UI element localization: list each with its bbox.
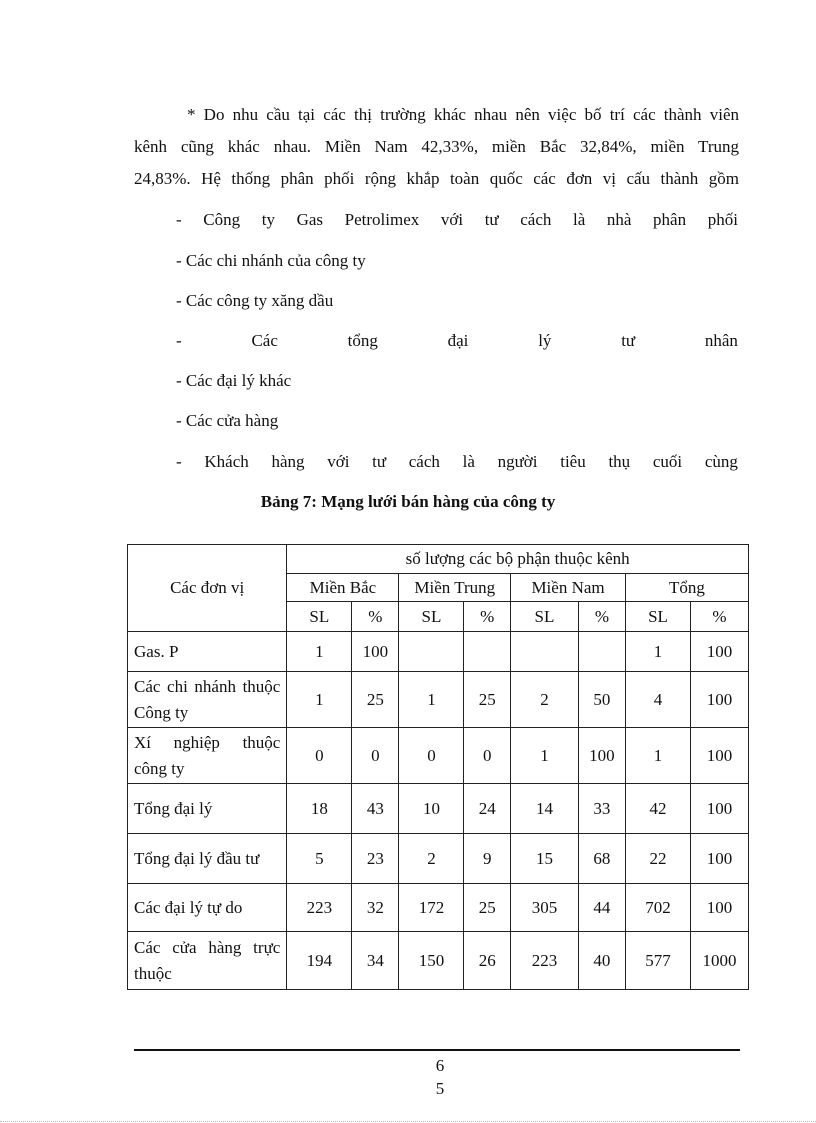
region-header: Miền Bắc	[287, 574, 399, 602]
table-cell: 50	[578, 672, 625, 728]
bullet-word: là	[572, 210, 586, 229]
table-cell: 4	[626, 672, 691, 728]
sub-header: SL	[511, 602, 579, 632]
table-row	[128, 834, 749, 884]
sub-header: %	[464, 602, 511, 632]
table-row	[128, 932, 749, 990]
table-cell: 23	[352, 834, 399, 884]
sub-header: %	[690, 602, 748, 632]
bullet-word: nhà	[606, 210, 632, 229]
bullet-word: Các	[251, 331, 278, 350]
sub-header: %	[352, 602, 399, 632]
sub-header: SL	[626, 602, 691, 632]
table-cell: 194	[287, 932, 352, 990]
sub-header: %	[578, 602, 625, 632]
bullet-word: cuối	[652, 452, 683, 471]
table-cell: 305	[511, 884, 579, 932]
bullet-word: là	[462, 452, 475, 471]
table-cell: 24	[464, 784, 511, 834]
table-row	[128, 784, 749, 834]
bullet-word: với	[327, 452, 350, 471]
unit-header: Các đơn vị	[128, 545, 287, 632]
bullet-word: với	[440, 210, 464, 229]
table-cell: 68	[578, 834, 625, 884]
bullet-word: cách	[520, 210, 552, 229]
paragraph-line: * Do nhu cầu tại các thị trường khác nhau nên việc bố trí các thành viên	[187, 105, 739, 124]
bullet-word: tư	[484, 210, 499, 229]
bullet-word: lý	[538, 331, 552, 350]
table-cell: 32	[352, 884, 399, 932]
bullet-word: -	[176, 452, 182, 471]
table-row	[128, 728, 749, 784]
bullet-word: ty	[261, 210, 275, 229]
table-title: Bảng 7: Mạng lưới bán hàng của công ty	[260, 492, 556, 511]
table-cell: 2	[399, 834, 464, 884]
region-header: Miền Nam	[511, 574, 626, 602]
page-edge	[0, 1121, 816, 1122]
table-cell: 1	[626, 632, 691, 672]
table-cell: 1	[511, 728, 579, 784]
table-cell: 223	[287, 884, 352, 932]
table-cell: 0	[464, 728, 511, 784]
table-cell: 1	[626, 728, 691, 784]
table-cell: 10	[399, 784, 464, 834]
row-label: Các đại lý tự do	[128, 884, 287, 932]
table-cell: 22	[626, 834, 691, 884]
bullet-word: Petrolimex	[344, 210, 420, 229]
bullet-word: phối	[707, 210, 738, 229]
row-label: Gas. P	[128, 632, 287, 672]
bullet-word: Công	[203, 210, 241, 229]
table-cell: 25	[464, 672, 511, 728]
bullet-item	[176, 450, 738, 474]
bullet-word: hàng	[271, 452, 305, 471]
bullet-word: -	[176, 331, 182, 350]
bullet-item: - Các công ty xăng dầu	[176, 291, 334, 310]
paragraph-line: 24,83%. Hệ thống phân phối rộng khắp toàn quốc các đơn vị cấu thành gồm	[134, 169, 739, 188]
paragraph-line: kênh cũng khác nhau. Miền Nam 42,33%, miền Bắc 32,84%, miền Trung	[134, 137, 739, 156]
bullet-item: - Các cửa hàng	[176, 411, 279, 430]
bullet-word: tiêu	[560, 452, 586, 471]
table-cell: 0	[352, 728, 399, 784]
table-cell: 34	[352, 932, 399, 990]
table-cell: 100	[690, 884, 748, 932]
table-cell: 1000	[690, 932, 748, 990]
region-header: Miền Trung	[399, 574, 511, 602]
sub-header: SL	[399, 602, 464, 632]
page-number: 6	[435, 1056, 445, 1075]
sales-network-table	[127, 544, 749, 990]
bullet-word: người	[497, 452, 538, 471]
region-header: Tổng	[626, 574, 749, 602]
table-cell	[511, 632, 579, 672]
table-cell: 100	[690, 834, 748, 884]
group-header: số lượng các bộ phận thuộc kênh	[287, 545, 749, 574]
table-cell: 18	[287, 784, 352, 834]
table-cell: 43	[352, 784, 399, 834]
bullet-item	[176, 329, 738, 353]
bullet-word: cách	[408, 452, 440, 471]
footer-rule	[134, 1049, 740, 1051]
table-cell: 1	[287, 632, 352, 672]
table-cell: 150	[399, 932, 464, 990]
bullet-word: thụ	[608, 452, 631, 471]
table-cell: 1	[287, 672, 352, 728]
table-cell: 100	[690, 672, 748, 728]
table-cell	[464, 632, 511, 672]
row-label: Tổng đại lý	[128, 784, 287, 834]
row-label: Các chi nhánh thuộc Công ty	[128, 672, 287, 728]
bullet-word: đại	[447, 331, 469, 350]
table-cell: 0	[287, 728, 352, 784]
table-cell: 25	[464, 884, 511, 932]
bullet-word: tư	[621, 331, 636, 350]
table-cell: 15	[511, 834, 579, 884]
bullet-word: tư	[372, 452, 387, 471]
table-cell	[399, 632, 464, 672]
table-cell: 33	[578, 784, 625, 834]
table-cell	[578, 632, 625, 672]
bullet-item: - Các đại lý khác	[176, 371, 292, 390]
page-number: 5	[435, 1079, 445, 1098]
table-cell: 100	[690, 728, 748, 784]
bullet-word: Gas	[296, 210, 324, 229]
table-cell: 2	[511, 672, 579, 728]
table-cell: 14	[511, 784, 579, 834]
table-cell: 223	[511, 932, 579, 990]
table-row	[128, 672, 749, 728]
table-cell: 25	[352, 672, 399, 728]
bullet-word: cùng	[704, 452, 738, 471]
bullet-item: - Các chi nhánh của công ty	[176, 251, 366, 270]
table-cell: 42	[626, 784, 691, 834]
bullet-word: phân	[653, 210, 687, 229]
table-cell: 172	[399, 884, 464, 932]
sub-header: SL	[287, 602, 352, 632]
bullet-word: Khách	[204, 452, 249, 471]
table-cell: 100	[578, 728, 625, 784]
table-cell: 1	[399, 672, 464, 728]
row-label: Các cửa hàng trực thuộc	[128, 932, 287, 990]
table-cell: 40	[578, 932, 625, 990]
bullet-word: -	[176, 210, 182, 229]
row-label: Tổng đại lý đầu tư	[128, 834, 287, 884]
table-cell: 5	[287, 834, 352, 884]
bullet-word: tổng	[347, 331, 378, 350]
row-label: Xí nghiệp thuộc công ty	[128, 728, 287, 784]
table-cell: 100	[690, 632, 748, 672]
table-row	[128, 632, 749, 672]
table-cell: 44	[578, 884, 625, 932]
bullet-item	[176, 208, 738, 232]
table-cell: 100	[690, 784, 748, 834]
table-cell: 26	[464, 932, 511, 990]
table-cell: 9	[464, 834, 511, 884]
table-cell: 577	[626, 932, 691, 990]
table-row	[128, 884, 749, 932]
intro-paragraph	[134, 99, 739, 195]
table-cell: 702	[626, 884, 691, 932]
table-cell: 100	[352, 632, 399, 672]
bullet-word: nhân	[704, 331, 738, 350]
table-cell: 0	[399, 728, 464, 784]
